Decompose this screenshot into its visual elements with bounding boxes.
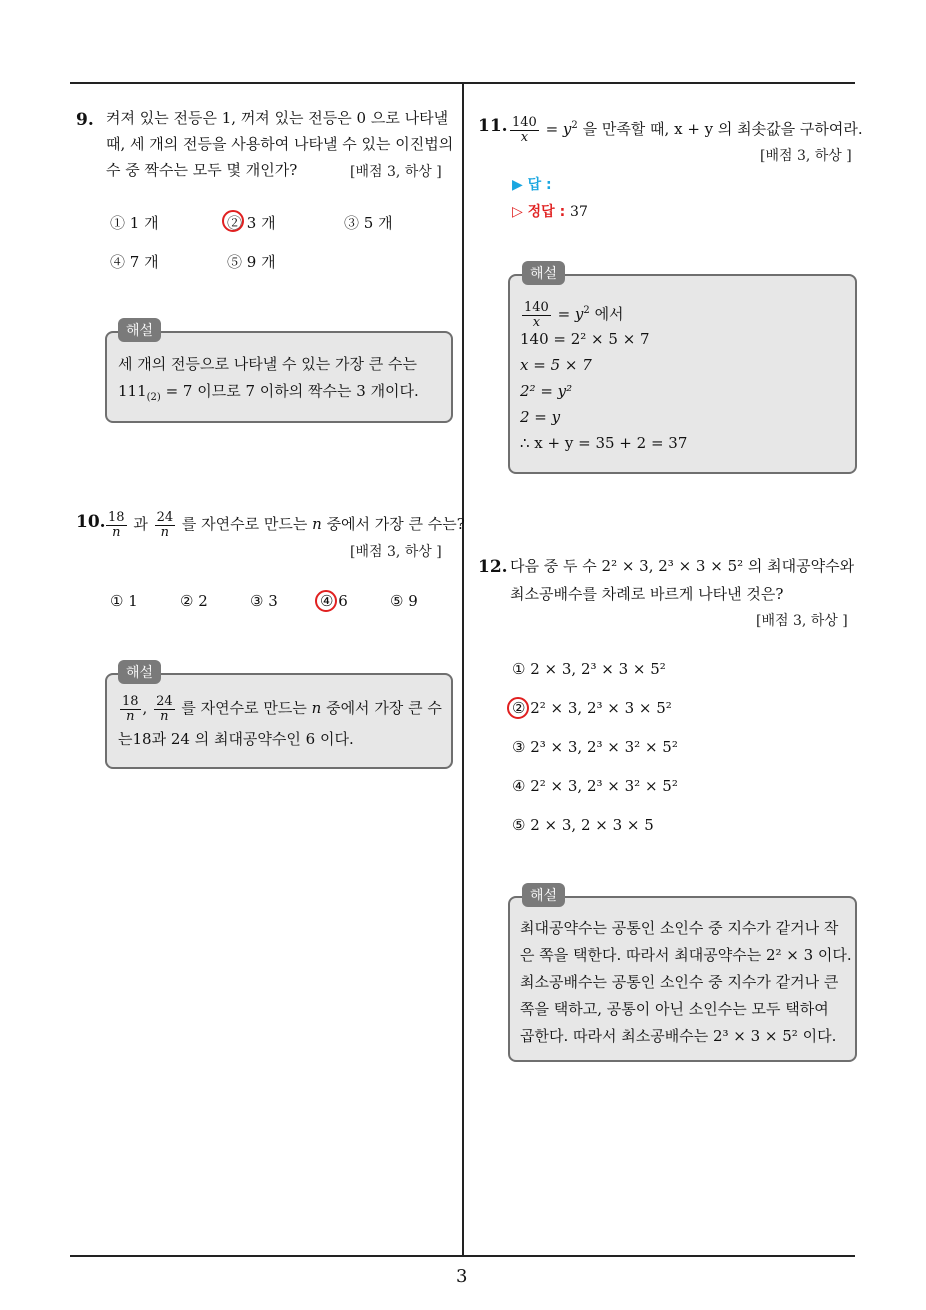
q10-choice-3[interactable]: ③ 3 [250, 592, 278, 610]
q9-answer-mark [222, 210, 244, 232]
q11-explanation-line3: x = 5 × 7 [520, 356, 592, 374]
q9-number: 9. [76, 110, 94, 130]
q9-choice-4[interactable]: ④ 7 개 [110, 253, 159, 271]
q9-choice-2[interactable]: ② 3 개 [227, 214, 276, 232]
q12-answer-mark [507, 697, 529, 719]
q12-choice-4[interactable]: ④ 2² × 3, 2³ × 3² × 5² [512, 777, 678, 795]
q12-line2: 최소공배수를 차례로 바르게 나타낸 것은? [510, 585, 784, 603]
q11-number: 11. [478, 116, 508, 136]
q10-explanation-line1: $\frac{18}{n}$ , $\frac{24}{n}$ 를 자연수로 만드는 n 중에서 가장 큰 수 [122, 693, 442, 724]
q11-stem: $\frac{140}{x}$ = $y^2$ 을 만족할 때, x + y 의 최솟값을 구하여라. [512, 114, 863, 145]
q11-correct-label: ▷ 정답 : 37 [512, 204, 588, 220]
q9-choice-1[interactable]: ① 1 개 [110, 214, 159, 232]
q11-explanation-line6: ∴ x + y = 35 + 2 = 37 [520, 434, 688, 452]
q11-explanation-line2: 140 = 2² × 5 × 7 [520, 330, 650, 348]
q12-choice-1[interactable]: ① 2 × 3, 2³ × 3 × 5² [512, 660, 666, 678]
q12-explanation-line2: 은 쪽을 택한다. 따라서 최대공약수는 2² × 3 이다. [520, 946, 852, 964]
q12-explanation-line4: 쪽을 택하고, 공통이 아닌 소인수는 모두 택하여 [520, 1000, 829, 1018]
q12-choice-3[interactable]: ③ 2³ × 3, 2³ × 3² × 5² [512, 738, 678, 756]
q9-line1: 켜져 있는 전등은 1, 꺼져 있는 전등은 0 으로 나타낼 [106, 109, 449, 127]
q10-stem: $\frac{18}{n}$ 과 $\frac{24}{n}$ 를 자연수로 만드는 n 중에서 가장 큰 수는? [108, 509, 465, 540]
q12-choice-2[interactable]: ② 2² × 3, 2³ × 3 × 5² [512, 699, 672, 717]
q10-choice-1[interactable]: ① 1 [110, 592, 138, 610]
q12-number: 12. [478, 557, 508, 577]
q9-meta: [배점 3, 하상 ] [350, 164, 442, 180]
q10-answer-mark [315, 590, 337, 612]
q11-explanation-line1: $\frac{140}{x}$ = $y^2$ 에서 [524, 299, 624, 330]
q9-line3: 수 중 짝수는 모두 몇 개인가? [106, 161, 298, 179]
q12-explanation-line5: 곱한다. 따라서 최소공배수는 2³ × 3 × 5² 이다. [520, 1027, 837, 1045]
q11-explanation-tag: 해설 [522, 261, 565, 285]
q11-answer-label: ▶ 답 : [512, 177, 552, 193]
q12-explanation-line3: 최소공배수는 공통인 소인수 중 지수가 같거나 큰 [520, 973, 839, 991]
q11-meta: [배점 3, 하상 ] [760, 148, 852, 164]
q10-choice-2[interactable]: ② 2 [180, 592, 208, 610]
q10-choice-5[interactable]: ⑤ 9 [390, 592, 418, 610]
q9-line2: 때, 세 개의 전등을 사용하여 나타낼 수 있는 이진법의 [106, 135, 454, 153]
column-divider [462, 82, 464, 1257]
q12-choice-5[interactable]: ⑤ 2 × 3, 2 × 3 × 5 [512, 816, 654, 834]
q12-explanation-tag: 해설 [522, 883, 565, 907]
q12-meta: [배점 3, 하상 ] [756, 613, 848, 629]
q10-choice-4[interactable]: ④ 6 [320, 592, 348, 610]
q12-line1: 다음 중 두 수 2² × 3, 2³ × 3 × 5² 의 최대공약수와 [510, 557, 855, 575]
q9-explanation-line2: $111_{(2)} = 7$ 이므로 7 이하의 짝수는 3 개이다. [118, 382, 419, 403]
bottom-rule [70, 1255, 855, 1257]
q10-number: 10. [76, 512, 106, 532]
q12-explanation-line1: 최대공약수는 공통인 소인수 중 지수가 같거나 작 [520, 919, 839, 937]
q9-explanation-line1: 세 개의 전등으로 나타낼 수 있는 가장 큰 수는 [118, 355, 417, 373]
q11-explanation-line5: 2 = y [520, 408, 561, 426]
q10-meta: [배점 3, 하상 ] [350, 544, 442, 560]
q9-choice-5[interactable]: ⑤ 9 개 [227, 253, 276, 271]
q11-explanation-line4: 2² = y² [520, 382, 573, 400]
page-number: 3 [456, 1266, 468, 1287]
q10-explanation-line2: 는18과 24 의 최대공약수인 6 이다. [118, 730, 354, 748]
q10-explanation-tag: 해설 [118, 660, 161, 684]
q9-choice-3[interactable]: ③ 5 개 [344, 214, 393, 232]
q9-explanation-tag: 해설 [118, 318, 161, 342]
